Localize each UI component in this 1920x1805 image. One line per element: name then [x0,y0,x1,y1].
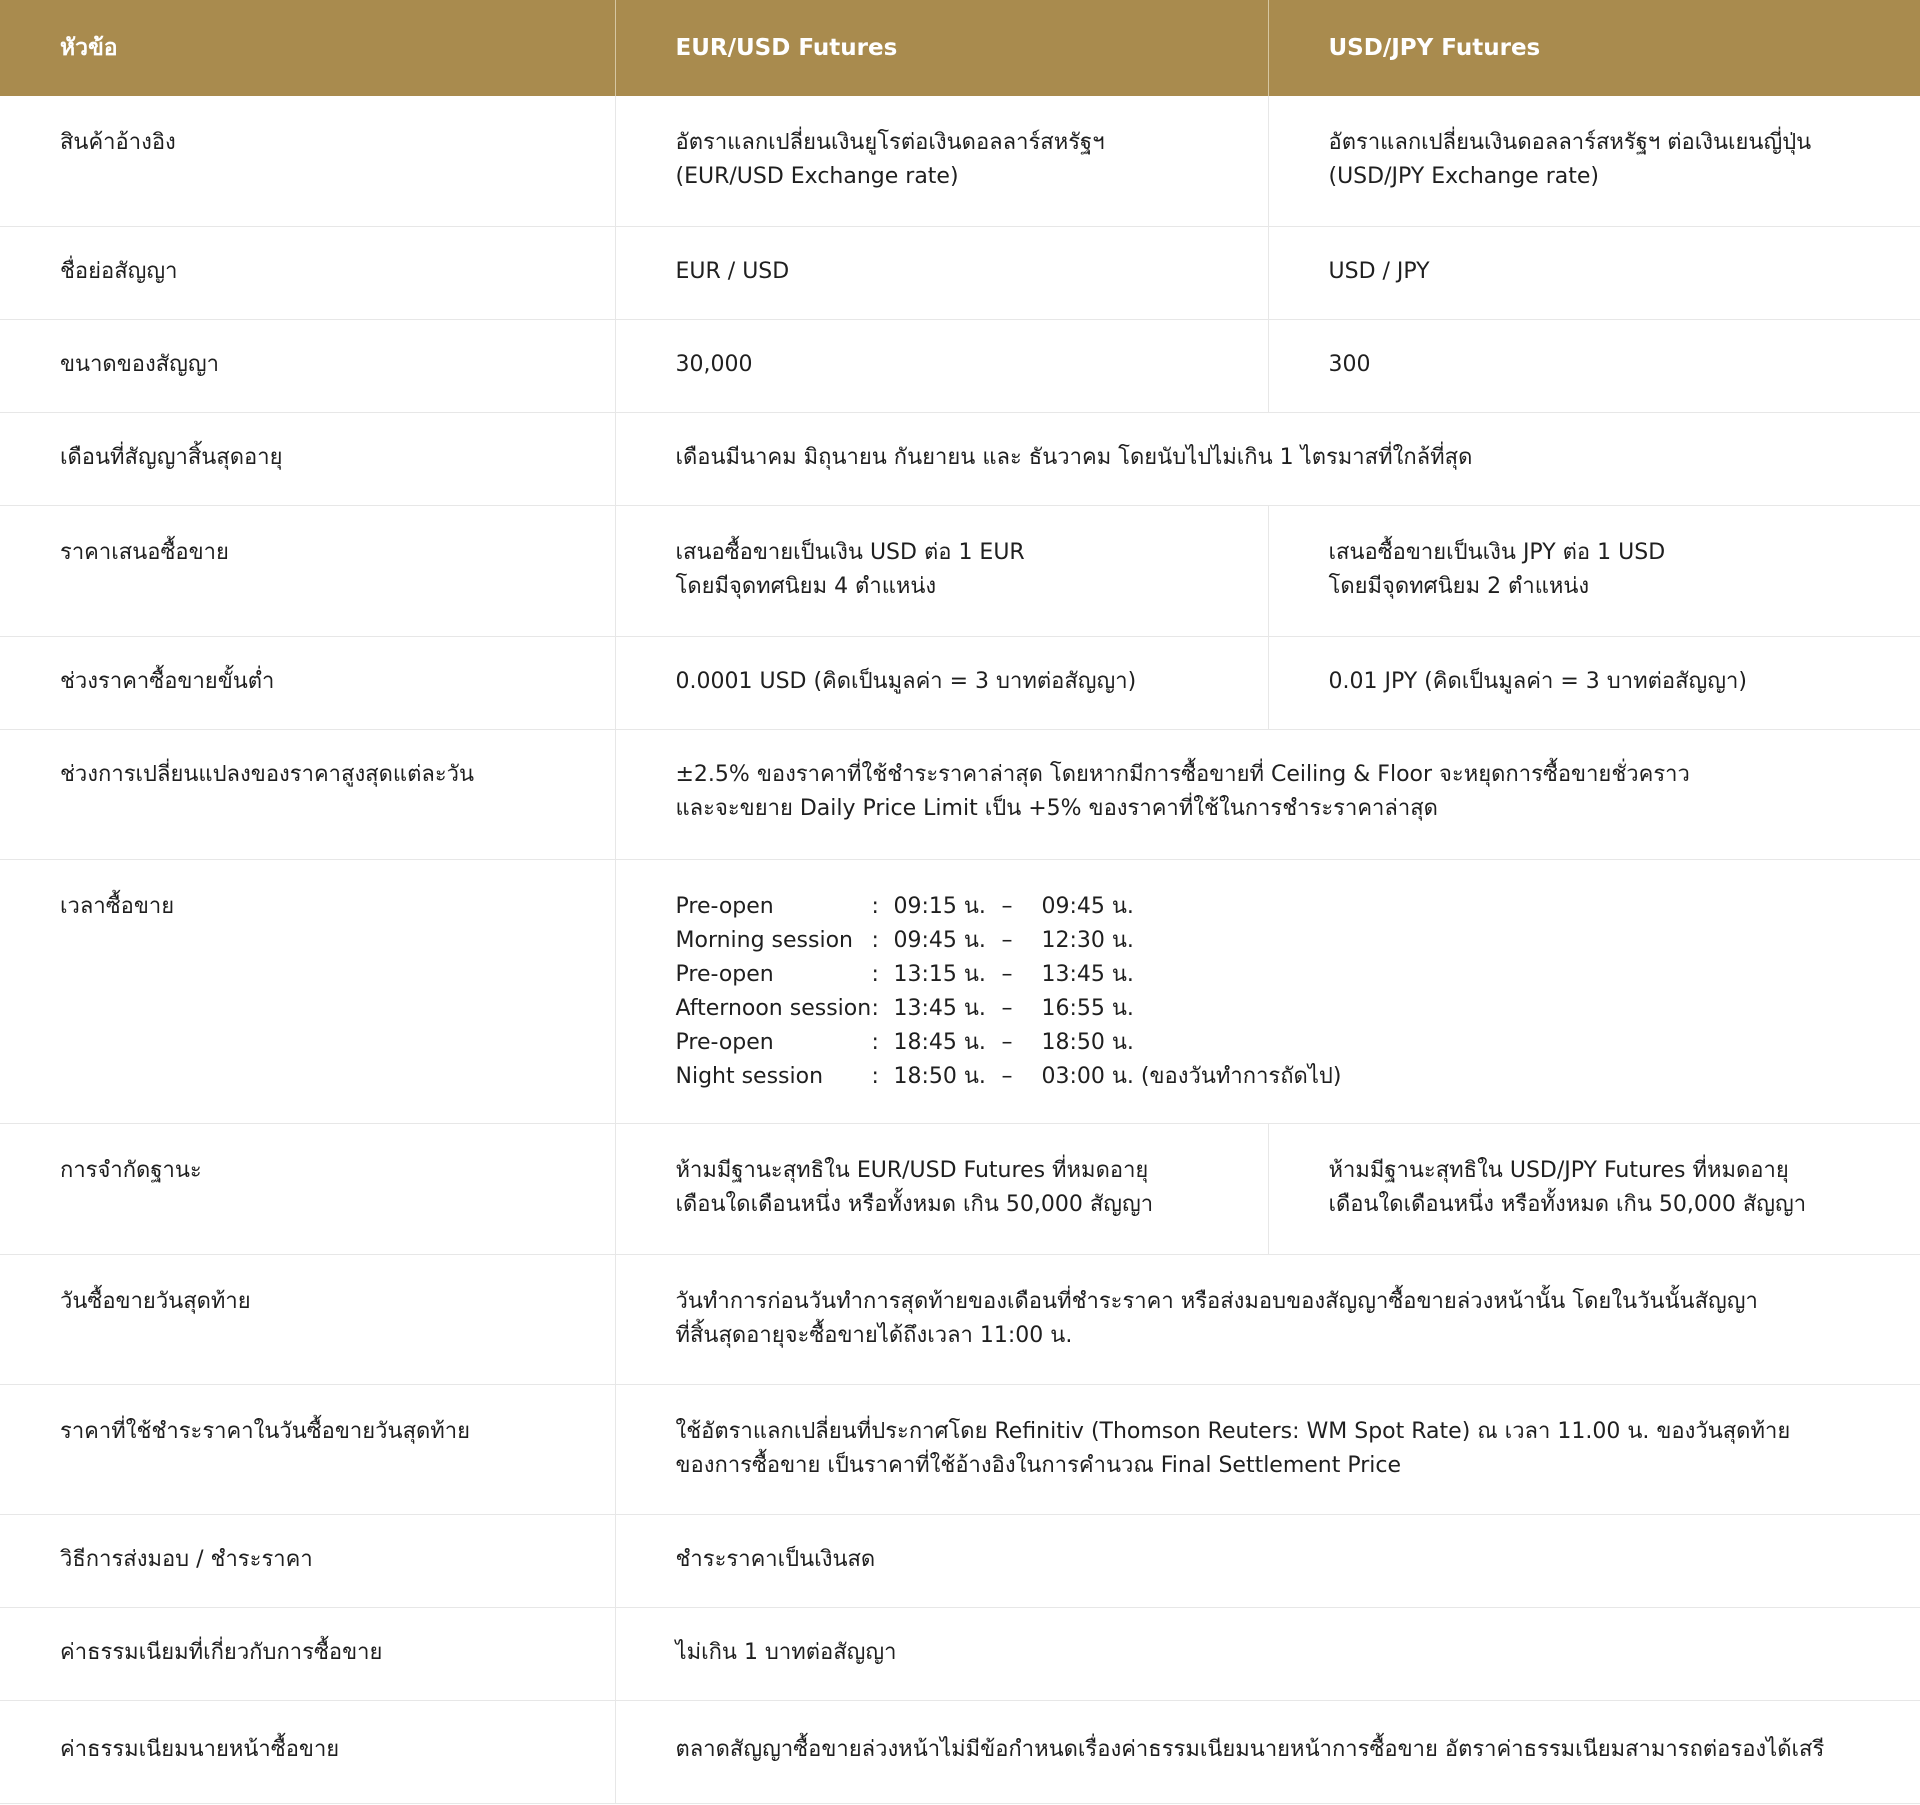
row-commission [0,1700,1920,1803]
header-eurusd: EUR/USD Futures [615,0,1268,96]
header-usdjpy: USD/JPY Futures [1268,0,1920,96]
cell-usdjpy: เสนอซื้อขายเป็นเงิน JPY ต่อ 1 USD โดยมีจุดทศนิยม 2 ตำแหน่ง [1268,505,1920,636]
row-size [0,319,1920,412]
header-row [0,0,1920,96]
trading-schedule [676,890,1901,1094]
session-dash: – [1001,1063,1013,1089]
row-trading-fee [0,1607,1920,1700]
row-label: ค่าธรรมเนียมนายหน้าซื้อขาย [0,1700,615,1803]
row-settlement-method [0,1514,1920,1607]
cell-merged: ตลาดสัญญาซื้อขายล่วงหน้าไม่มีข้อกำหนดเรื่องค่าธรรมเนียมนายหน้าการซื้อขาย อัตราค่าธรรมเนียมสามารถต่อรองได้เสรี [615,1700,1920,1803]
session-start: 09:15 น. [893,893,986,919]
session-end: 03:00 น. (ของวันทำการถัดไป) [1041,1063,1342,1089]
cell-eurusd: อัตราแลกเปลี่ยนเงินยูโรต่อเงินดอลลาร์สหรัฐฯ (EUR/USD Exchange rate) [615,96,1268,226]
row-label: ค่าธรรมเนียมที่เกี่ยวกับการซื้อขาย [0,1607,615,1700]
cell-usdjpy: 0.01 JPY (คิดเป็นมูลค่า = 3 บาทต่อสัญญา) [1268,636,1920,729]
row-label: ราคาเสนอซื้อขาย [0,505,615,636]
row-quotation [0,505,1920,636]
session-colon: : [871,1029,879,1055]
row-last-trading-day [0,1254,1920,1384]
session-name: Night session [675,1063,824,1089]
session-start: 13:15 น. [893,961,986,987]
session-end: 09:45 น. [1041,893,1134,919]
session-colon: : [871,961,879,987]
session-end: 13:45 น. [1041,961,1134,987]
session-dash: – [1001,1029,1013,1055]
row-price-limit [0,729,1920,859]
session-name: Morning session [675,927,853,953]
row-label: การจำกัดฐานะ [0,1123,615,1254]
row-label: ขนาดของสัญญา [0,319,615,412]
session-colon: : [871,893,879,919]
cell-usdjpy: ห้ามมีฐานะสุทธิใน USD/JPY Futures ที่หมดอายุ เดือนใดเดือนหนึ่ง หรือทั้งหมด เกิน 50,000 สัญญา [1268,1123,1920,1254]
session-end: 12:30 น. [1041,927,1134,953]
cell-usdjpy: อัตราแลกเปลี่ยนเงินดอลลาร์สหรัฐฯ ต่อเงินเยนญี่ปุ่น (USD/JPY Exchange rate) [1268,96,1920,226]
row-label: เวลาซื้อขาย [0,859,615,1123]
row-label: วิธีการส่งมอบ / ชำระราคา [0,1514,615,1607]
cell-eurusd: เสนอซื้อขายเป็นเงิน USD ต่อ 1 EUR โดยมีจุดทศนิยม 4 ตำแหน่ง [615,505,1268,636]
session-name: Pre-open [675,893,774,919]
cell-merged: ไม่เกิน 1 บาทต่อสัญญา [615,1607,1920,1700]
cell-eurusd: ห้ามมีฐานะสุทธิใน EUR/USD Futures ที่หมดอายุ เดือนใดเดือนหนึ่ง หรือทั้งหมด เกิน 50,000 สัญญา [615,1123,1268,1254]
session-colon: : [871,1063,879,1089]
cell-merged: ชำระราคาเป็นเงินสด [615,1514,1920,1607]
session-start: 18:45 น. [893,1029,986,1055]
row-label: ราคาที่ใช้ชำระราคาในวันซื้อขายวันสุดท้าย [0,1384,615,1514]
cell-usdjpy: USD / JPY [1268,226,1920,319]
cell-eurusd: EUR / USD [615,226,1268,319]
cell-usdjpy: 300 [1268,319,1920,412]
row-label: เดือนที่สัญญาสิ้นสุดอายุ [0,412,615,505]
session-dash: – [1001,893,1013,919]
cell-merged: ใช้อัตราแลกเปลี่ยนที่ประกาศโดย Refinitiv (Thomson Reuters: WM Spot Rate) ณ เวลา 11.00 น. ของวันสุดท้าย ของการซื้อขาย เป็นราคาที่ใช้อ้างอิงในการคำนวณ Final Settlement Price [615,1384,1920,1514]
session-start: 18:50 น. [893,1063,986,1089]
session-end: 16:55 น. [1041,995,1134,1021]
cell-eurusd: 30,000 [615,319,1268,412]
session-dash: – [1001,927,1013,953]
session-end: 18:50 น. [1041,1029,1134,1055]
row-position-limit [0,1123,1920,1254]
row-underlying [0,96,1920,226]
session-colon: : [871,927,879,953]
row-label: สินค้าอ้างอิง [0,96,615,226]
session-name: Pre-open [675,961,774,987]
row-label: ช่วงราคาซื้อขายขั้นต่ำ [0,636,615,729]
cell-eurusd: 0.0001 USD (คิดเป็นมูลค่า = 3 บาทต่อสัญญา) [615,636,1268,729]
session-dash: – [1001,961,1013,987]
session-name: Pre-open [675,1029,774,1055]
session-dash: – [1001,995,1013,1021]
session-start: 09:45 น. [893,927,986,953]
row-final-settlement [0,1384,1920,1514]
session-start: 13:45 น. [893,995,986,1021]
row-tick [0,636,1920,729]
row-expiry [0,412,1920,505]
session-name: Afternoon session [675,995,872,1021]
cell-merged: เดือนมีนาคม มิถุนายน กันยายน และ ธันวาคม โดยนับไปไม่เกิน 1 ไตรมาสที่ใกล้ที่สุด [615,412,1920,505]
cell-merged: ±2.5% ของราคาที่ใช้ชำระราคาล่าสุด โดยหากมีการซื้อขายที่ Ceiling & Floor จะหยุดการซื้อขายชั่วคราว และจะขยาย Daily Price Limit เป็น +5% ของราคาที่ใช้ในการชำระราคาล่าสุด [615,729,1920,859]
cell-merged [615,859,1920,1123]
session-colon: : [871,995,879,1021]
row-label: ช่วงการเปลี่ยนแปลงของราคาสูงสุดแต่ละวัน [0,729,615,859]
cell-merged: วันทำการก่อนวันทำการสุดท้ายของเดือนที่ชำระราคา หรือส่งมอบของสัญญาซื้อขายล่วงหน้านั้น โดยในวันนั้นสัญญา ที่สิ้นสุดอายุจะซื้อขายได้ถึงเวลา 11:00 น. [615,1254,1920,1384]
row-trading-hours [0,859,1920,1123]
header-topic: หัวข้อ [0,0,615,96]
row-label: วันซื้อขายวันสุดท้าย [0,1254,615,1384]
row-label: ชื่อย่อสัญญา [0,226,615,319]
row-symbol [0,226,1920,319]
